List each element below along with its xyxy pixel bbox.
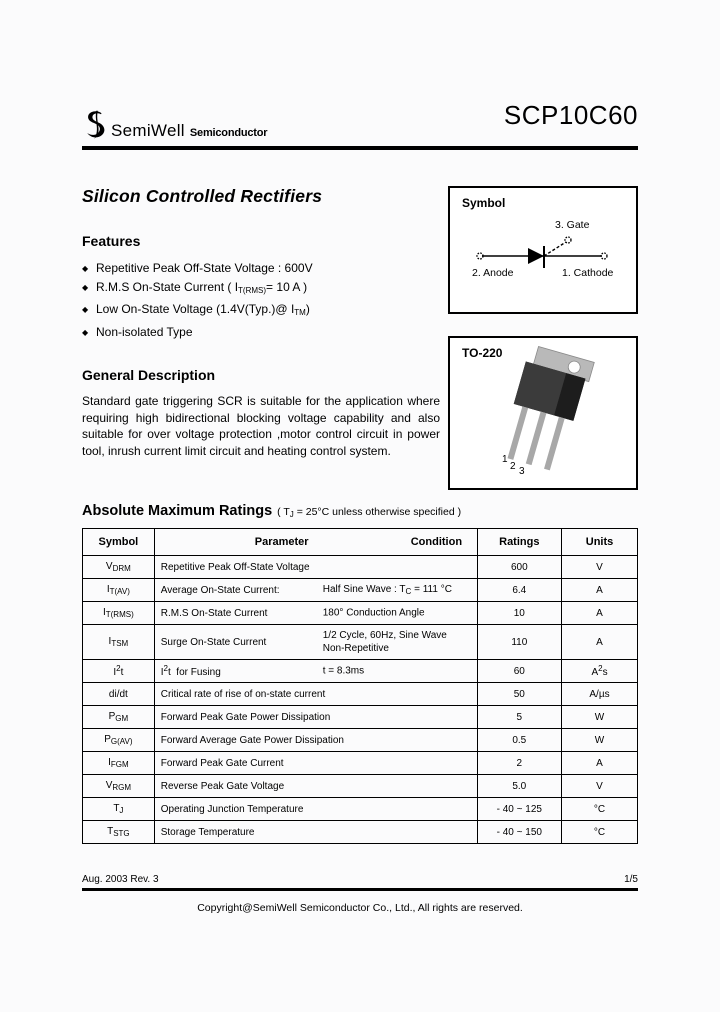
cell-rating: 50 <box>477 683 561 706</box>
cell-parameter: $I^2t$ for Fusing t = 8.3ms <box>154 660 477 683</box>
cell-rating: 2 <box>477 752 561 775</box>
semiwell-s-logo-icon <box>82 110 108 140</box>
part-number: SCP10C60 <box>503 100 638 130</box>
list-item <box>82 259 442 278</box>
footer-divider <box>82 888 638 891</box>
parameter-text: Storage Temperature <box>160 826 255 838</box>
table-row <box>83 821 638 844</box>
condition-text: Half Sine Wave : $T_C = 111$ °C <box>322 584 452 596</box>
cell-symbol: $V_{RGM}$ <box>83 775 155 798</box>
table-row <box>83 660 638 683</box>
cell-rating: 600 <box>477 556 561 579</box>
features-list <box>82 259 442 341</box>
cell-symbol: $I_{T(RMS)}$ <box>83 602 155 625</box>
column-header-condition: Condition <box>410 536 463 548</box>
parameter-text: Critical rate of rise of on-state current <box>160 688 326 700</box>
table-row <box>83 706 638 729</box>
cell-rating: 110 <box>477 625 561 660</box>
footer-meta-row <box>82 874 638 888</box>
page-title: Silicon Controlled Rectifiers <box>82 186 323 206</box>
column-header-ratings: Ratings <box>477 529 561 556</box>
package-panel <box>448 336 638 490</box>
cell-symbol: $T_J$ <box>83 798 155 821</box>
cell-symbol: $I^2t$ <box>83 660 155 683</box>
parameter-text: Forward Average Gate Power Dissipation <box>160 734 344 746</box>
cell-rating: 0.5 <box>477 729 561 752</box>
cell-units: °C <box>562 798 638 821</box>
parameter-text: Surge On-State Current <box>160 636 267 648</box>
cell-rating: - 40 ~ 150 <box>477 821 561 844</box>
table-row <box>83 556 638 579</box>
cell-parameter <box>154 625 477 660</box>
brand-name: SemiWell <box>111 121 185 140</box>
list-item <box>82 323 442 342</box>
features-heading: Features <box>82 233 141 249</box>
symbol-panel <box>448 186 638 314</box>
cell-parameter <box>154 556 477 579</box>
cell-rating: 5 <box>477 706 561 729</box>
cell-symbol: di/dt <box>83 683 155 706</box>
parameter-text: R.M.S On-State Current <box>160 607 268 619</box>
table-row <box>83 752 638 775</box>
parameter-text: Operating Junction Temperature <box>160 803 304 815</box>
anode-label: 2. Anode <box>472 267 514 279</box>
feature-text: Non-isolated Type <box>96 324 193 339</box>
cell-parameter <box>154 775 477 798</box>
parameter-text: Forward Peak Gate Current <box>160 757 284 769</box>
general-description-body: Standard gate triggering SCR is suitable for the application where requiring high bidirectional blocking voltage capability and also suitable for over voltage protection ,motor control circuit in power tool, inrush current limit circuit and heating control system. <box>82 394 440 458</box>
general-description-heading: General Description <box>82 367 216 383</box>
cell-rating: 10 <box>477 602 561 625</box>
cell-parameter <box>154 752 477 775</box>
cell-parameter <box>154 706 477 729</box>
cell-symbol: $I_{T(AV)}$ <box>83 579 155 602</box>
parameter-text: Reverse Peak Gate Voltage <box>160 780 285 792</box>
page-number: 1/5 <box>624 874 638 885</box>
cell-units: A <box>562 602 638 625</box>
cell-symbol: $I_{TSM}$ <box>83 625 155 660</box>
cell-symbol: $V_{DRM}$ <box>83 556 155 579</box>
condition-text: 1/2 Cycle, 60Hz, Sine Wave Non-Repetitive <box>322 630 447 654</box>
pin-1-label: 1 <box>502 454 508 465</box>
symbol-panel-title: Symbol <box>462 196 506 210</box>
page-footer <box>82 874 638 914</box>
cell-symbol: $I_{FGM}$ <box>83 752 155 775</box>
column-header-units: Units <box>562 529 638 556</box>
cathode-label: 1. Cathode <box>562 267 614 279</box>
cell-units: °C <box>562 821 638 844</box>
column-header-parameter: Parameter <box>254 536 309 548</box>
list-item: ◆ R.M.S On-State Current ( $I_{T(RMS)}= 10$ A ) <box>82 278 442 301</box>
page-content <box>82 100 638 844</box>
ratings-table-body <box>83 556 638 844</box>
column-header-parameter-condition <box>154 529 477 556</box>
cell-units: V <box>562 775 638 798</box>
cell-symbol: $P_{G(AV)}$ <box>83 729 155 752</box>
cell-rating: 5.0 <box>477 775 561 798</box>
cell-units: W <box>562 706 638 729</box>
cell-units: A <box>562 579 638 602</box>
ratings-heading <box>82 503 638 519</box>
table-row <box>83 625 638 660</box>
cell-units: $A^2s$ <box>562 660 638 683</box>
cell-symbol: $P_{GM}$ <box>83 706 155 729</box>
cell-units: W <box>562 729 638 752</box>
ratings-table <box>82 528 638 844</box>
feature-text: Repetitive Peak Off-State Voltage : 600V <box>96 261 313 275</box>
list-item: ◆ Low On-State Voltage (1.4V(Typ.)@ $I_{TM}$) <box>82 300 442 323</box>
parameter-text: Forward Peak Gate Power Dissipation <box>160 711 331 723</box>
cell-parameter <box>154 821 477 844</box>
copyright-notice: Copyright@SemiWell Semiconductor Co., Ltd., All rights are reserved. <box>197 902 523 914</box>
column-header-symbol: Symbol <box>83 529 155 556</box>
table-row <box>83 775 638 798</box>
cell-parameter <box>154 798 477 821</box>
cell-parameter <box>154 579 477 602</box>
gate-label: 3. Gate <box>555 219 590 231</box>
company-logo <box>82 106 267 141</box>
cell-parameter <box>154 729 477 752</box>
cell-units: A/µs <box>562 683 638 706</box>
table-row <box>83 579 638 602</box>
parameter-text: Repetitive Peak Off-State Voltage <box>160 561 310 573</box>
cell-rating: 60 <box>477 660 561 683</box>
pin-2-label: 2 <box>510 461 516 472</box>
cell-units: A <box>562 752 638 775</box>
condition-text: t = 8.3ms <box>322 665 365 677</box>
table-row <box>83 683 638 706</box>
revision-label: Aug. 2003 Rev. 3 <box>82 874 159 885</box>
brand-subtitle: Semiconductor <box>189 127 268 139</box>
table-row <box>83 602 638 625</box>
cell-rating: - 40 ~ 125 <box>477 798 561 821</box>
table-row <box>83 798 638 821</box>
header-divider <box>82 146 638 150</box>
cell-parameter <box>154 602 477 625</box>
pin-3-label: 3 <box>519 466 525 477</box>
absolute-maximum-ratings-section <box>82 503 638 844</box>
ratings-title: Absolute Maximum Ratings <box>82 503 273 519</box>
cell-units: A <box>562 625 638 660</box>
parameter-text: Average On-State Current: <box>160 584 280 596</box>
cell-rating: 6.4 <box>477 579 561 602</box>
page-header <box>82 100 638 152</box>
right-column <box>448 186 638 490</box>
cell-units: V <box>562 556 638 579</box>
cell-parameter <box>154 683 477 706</box>
package-panel-title: TO-220 <box>462 346 503 360</box>
table-header-row <box>83 529 638 556</box>
left-column <box>82 233 442 459</box>
table-row <box>83 729 638 752</box>
ratings-note: ( $T_J = 25^\circ C$ unless otherwise specified ) <box>277 506 462 519</box>
cell-symbol: $T_{STG}$ <box>83 821 155 844</box>
condition-text: 180° Conduction Angle <box>322 607 425 619</box>
